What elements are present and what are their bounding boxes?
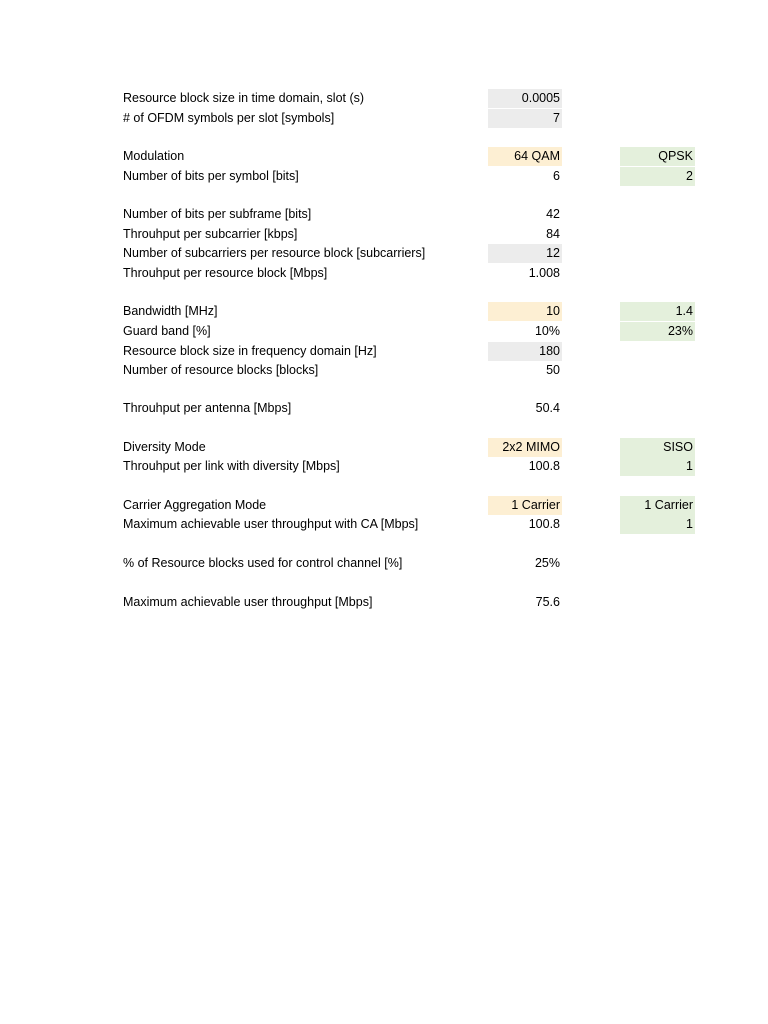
row-label: # of OFDM symbols per slot [symbols] xyxy=(123,111,335,125)
value-cell[interactable]: 50.4 xyxy=(535,401,560,415)
row-label: Maximum achievable user throughput with CA [Mbps] xyxy=(123,517,419,531)
row-rb-freq xyxy=(0,342,768,361)
row-label: Resource block size in time domain, slot (s) xyxy=(123,91,365,105)
value-cell[interactable]: 0.0005 xyxy=(488,89,562,108)
value-cell[interactable]: 2x2 MIMO xyxy=(488,438,562,457)
row-slot-time xyxy=(0,89,768,108)
value-cell[interactable]: 100.8 xyxy=(528,517,560,531)
alt-value-cell[interactable]: 1 Carrier xyxy=(620,496,695,515)
value-cell[interactable]: 7 xyxy=(488,109,562,128)
row-label: Maximum achievable user throughput [Mbps] xyxy=(123,595,373,609)
row-label: Throuhput per resource block [Mbps] xyxy=(123,266,328,280)
row-control-pct xyxy=(0,554,768,573)
value-cell[interactable]: 1.008 xyxy=(528,266,560,280)
value-cell[interactable]: 75.6 xyxy=(535,595,560,609)
row-max-tp-ca xyxy=(0,515,768,534)
value-cell[interactable]: 25% xyxy=(534,556,560,570)
value-cell[interactable]: 100.8 xyxy=(528,459,560,473)
row-label: Number of bits per symbol [bits] xyxy=(123,169,299,183)
row-ofdm-symbols xyxy=(0,109,768,128)
value-cell[interactable]: 1 Carrier xyxy=(488,496,562,515)
row-label: Number of resource blocks [blocks] xyxy=(123,363,319,377)
value-cell[interactable]: 180 xyxy=(488,342,562,361)
row-subcarriers-rb xyxy=(0,244,768,263)
row-label: Number of subcarriers per resource block [subcarriers] xyxy=(123,246,426,260)
alt-value-cell[interactable]: 2 xyxy=(620,167,695,186)
value-cell[interactable]: 50 xyxy=(546,363,560,377)
row-bandwidth xyxy=(0,302,768,321)
value-cell[interactable]: 64 QAM xyxy=(488,147,562,166)
row-tp-subcarrier xyxy=(0,225,768,244)
value-cell[interactable]: 42 xyxy=(546,207,560,221)
value-cell[interactable]: 10% xyxy=(534,324,560,338)
row-label: Bandwidth [MHz] xyxy=(123,304,218,318)
row-label: Carrier Aggregation Mode xyxy=(123,498,267,512)
row-modulation xyxy=(0,147,768,166)
row-num-rb xyxy=(0,361,768,380)
alt-value-cell[interactable]: 1.4 xyxy=(620,302,695,321)
value-cell[interactable]: 6 xyxy=(553,169,560,183)
row-bits-per-symbol xyxy=(0,167,768,186)
alt-value-cell[interactable]: 23% xyxy=(620,322,695,341)
row-diversity-mode xyxy=(0,438,768,457)
alt-value-cell[interactable]: SISO xyxy=(620,438,695,457)
row-label: Throuhput per link with diversity [Mbps] xyxy=(123,459,340,473)
value-cell[interactable]: 84 xyxy=(546,227,560,241)
row-label: Throuhput per subcarrier [kbps] xyxy=(123,227,298,241)
row-bits-per-subframe xyxy=(0,205,768,224)
row-label: Modulation xyxy=(123,149,185,163)
alt-value-cell[interactable]: QPSK xyxy=(620,147,695,166)
row-label: Resource block size in frequency domain [Hz] xyxy=(123,344,377,358)
row-tp-antenna xyxy=(0,399,768,418)
row-label: % of Resource blocks used for control channel [%] xyxy=(123,556,403,570)
row-label: Guard band [%] xyxy=(123,324,211,338)
value-cell[interactable]: 12 xyxy=(488,244,562,263)
row-ca-mode xyxy=(0,496,768,515)
row-tp-rb xyxy=(0,264,768,283)
row-max-tp xyxy=(0,593,768,612)
value-cell[interactable]: 10 xyxy=(488,302,562,321)
row-guard-band xyxy=(0,322,768,341)
row-label: Diversity Mode xyxy=(123,440,206,454)
alt-value-cell[interactable]: 1 xyxy=(620,515,695,534)
alt-value-cell[interactable]: 1 xyxy=(620,457,695,476)
row-label: Throuhput per antenna [Mbps] xyxy=(123,401,292,415)
row-label: Number of bits per subframe [bits] xyxy=(123,207,312,221)
row-tp-diversity xyxy=(0,457,768,476)
